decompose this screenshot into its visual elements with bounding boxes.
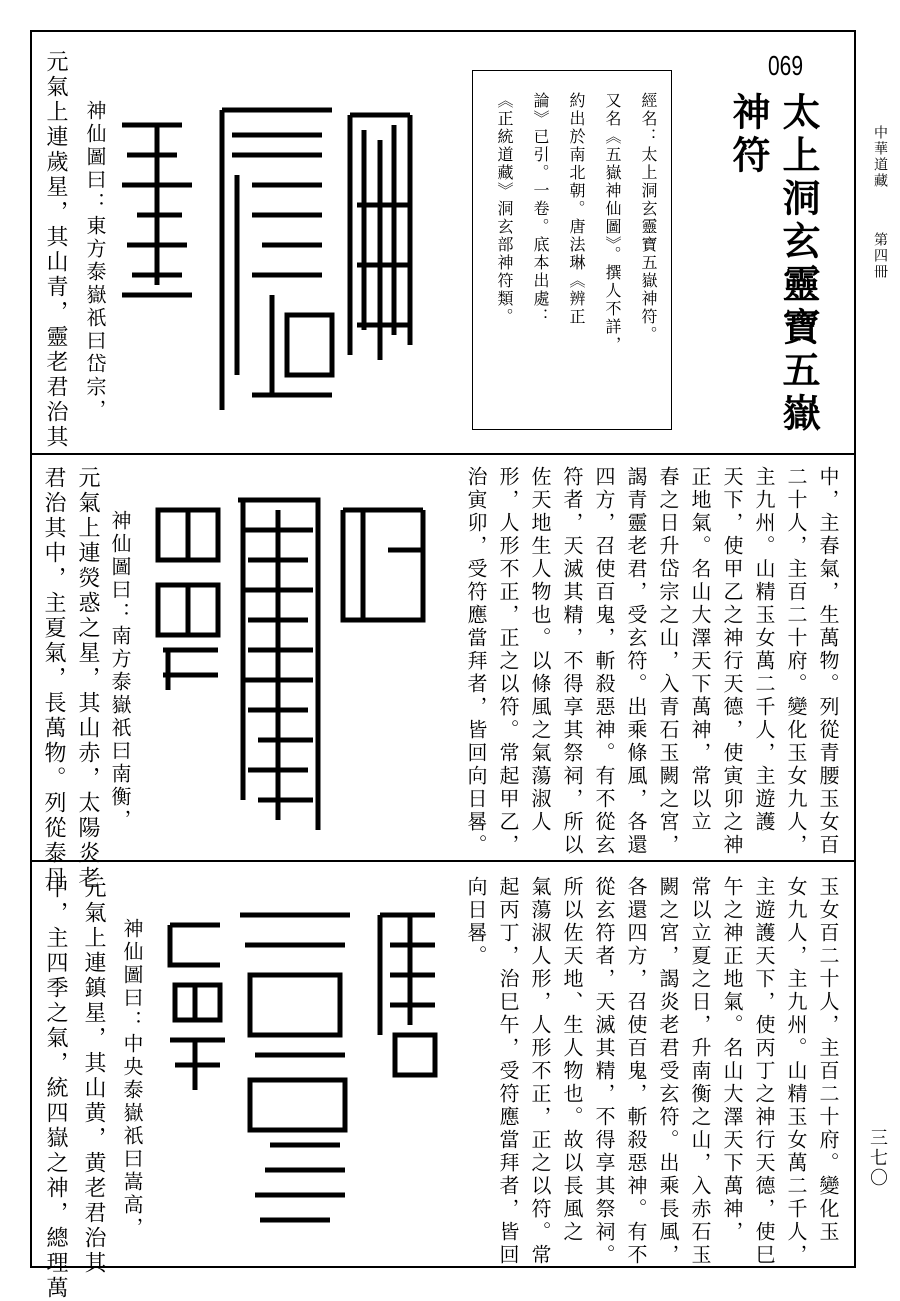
p3-col-4: 午之神正地氣。名山大澤天下萬神， bbox=[720, 876, 744, 1244]
text-col-center-1: 元氣上連鎮星，其山黄，黄老君治其 bbox=[81, 876, 106, 1276]
p3-col-8: 從玄符者，天滅其精，不得享其祭祠。 bbox=[592, 876, 616, 1267]
book-title: 中華道藏 bbox=[872, 125, 888, 189]
note-line-4: 論》已引。一卷。底本出處： bbox=[531, 92, 550, 326]
divider-1 bbox=[30, 453, 856, 455]
p2-col-6: 春之日升岱宗之山，入青石玉闕之宮， bbox=[656, 466, 680, 857]
p2-col-1: 中，主春氣，生萬物。列從青腰玉女百 bbox=[816, 466, 840, 857]
divider-2 bbox=[30, 860, 856, 862]
p2-col-11: 形，人形不正，正之以符。常起甲乙， bbox=[496, 466, 520, 857]
scripture-title: 太上洞玄靈寶五嶽 bbox=[776, 92, 818, 436]
text-col-center-2: 中，主四季之氣，統四嶽之神，總理萬 bbox=[43, 876, 68, 1301]
p2-col-9: 符者，天滅其精，不得享其祭祠，所以 bbox=[560, 466, 584, 857]
p3-col-3: 主遊護天下，使丙丁之神行天德，使巳 bbox=[752, 876, 776, 1267]
p3-col-5: 常以立夏之日，升南衡之山，入赤石玉 bbox=[688, 876, 712, 1267]
scripture-title-sub: 神符 bbox=[726, 92, 768, 178]
scripture-number: 069 bbox=[768, 50, 804, 81]
p3-col-1: 玉女百二十人，主百二十府。變化玉 bbox=[816, 876, 840, 1244]
p2-col-5: 正地氣。名山大澤天下萬神，常以立 bbox=[688, 466, 712, 834]
p2-col-10: 佐天地生人物也。以條風之氣蕩淑人 bbox=[528, 466, 552, 834]
caption-east: 神仙圖曰：東方泰嶽祇曰岱宗， bbox=[83, 100, 107, 422]
p2-col-3: 主九州。山精玉女萬二千人，主遊護 bbox=[752, 466, 776, 834]
volume-label: 第四冊 bbox=[872, 232, 888, 280]
p2-col-7: 謁青靈老君，受玄符。出乘條風，各還 bbox=[624, 466, 648, 857]
p3-col-2: 女九人，主九州。山精玉女萬二千人， bbox=[784, 876, 808, 1267]
text-col-east-left: 元氣上連歲星，其山青，靈老君治其 bbox=[43, 50, 68, 450]
p3-col-10: 氣蕩淑人形，人形不正，正之以符。常 bbox=[528, 876, 552, 1267]
text-col-south-2: 君治其中，主夏氣，長萬物。列從泰丹 bbox=[41, 466, 66, 891]
page-number: 三七〇 bbox=[867, 1128, 888, 1188]
caption-center: 神仙圖曰：中央泰嶽祇曰嵩高， bbox=[120, 918, 144, 1240]
note-line-2: 又名《五嶽神仙圖》。撰人不詳， bbox=[603, 92, 622, 354]
note-line-3: 約出於南北朝。唐法琳《辨正 bbox=[567, 92, 586, 326]
talisman-center bbox=[160, 905, 445, 1245]
p3-col-11: 起丙丁，治巳午，受符應當拜者，皆回 bbox=[496, 876, 520, 1267]
p3-col-9: 所以佐天地、生人物也。故以長風之 bbox=[560, 876, 584, 1244]
text-col-south-1: 元氣上連熒惑之星，其山赤，太陽炎老 bbox=[75, 466, 100, 891]
p3-col-6: 闕之宮，謁炎老君受玄符。出乘長風， bbox=[656, 876, 680, 1267]
p3-col-12: 向日晷。 bbox=[464, 876, 488, 968]
p2-col-12: 治寅卯，受符應當拜者，皆回向日晷。 bbox=[464, 466, 488, 857]
talisman-south bbox=[148, 490, 438, 850]
p2-col-8: 四方，召使百鬼，斬殺惡神。有不從玄 bbox=[592, 466, 616, 857]
caption-south: 神仙圖曰：南方泰嶽祇曰南衡， bbox=[108, 510, 132, 832]
note-line-5: 《正統道藏》洞玄部神符類。 bbox=[495, 92, 514, 326]
talisman-east bbox=[112, 95, 452, 445]
p3-col-7: 各還四方，召使百鬼，斬殺惡神。有不 bbox=[624, 876, 648, 1267]
p2-col-2: 二十人，主百二十府。變化玉女九人， bbox=[784, 466, 808, 857]
p2-col-4: 天下，使甲乙之神行天德，使寅卯之神 bbox=[720, 466, 744, 857]
note-line-1: 經名：太上洞玄靈寶五嶽神符。 bbox=[639, 92, 658, 344]
